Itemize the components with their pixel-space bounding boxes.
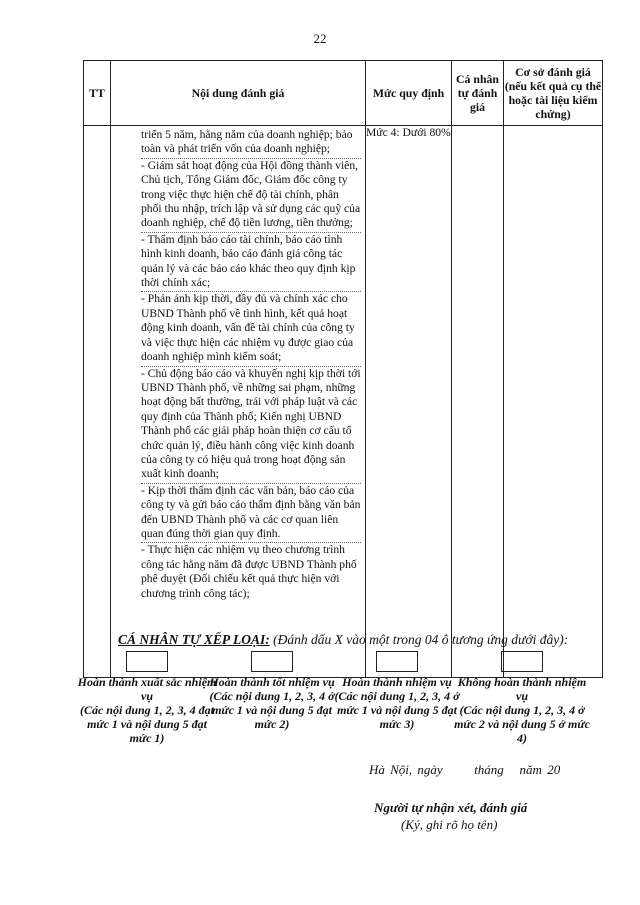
level-cell: Mức 4: Dưới 80% (366, 126, 452, 678)
rating-title-instruction: (Đánh dấu X vào một trong 04 ô tương ứng dưới đây): (269, 632, 569, 647)
header-basis: Cơ sở đánh giá (nếu kết quả cụ thể hoặc tài liệu kiểm chứng) (504, 61, 603, 126)
rating-options (77, 651, 590, 761)
content-item: - Thực hiện các nhiệm vụ theo chương trình công tác hằng năm đã được UBND Thành phố phê duyệt (Đối chiếu kết quả thực hiện với chương trình công tác); (141, 543, 357, 600)
option-description: (Các nội dung 1, 2, 3, 4 ở mức 2 và nội dung 5 ở mức 4) (454, 703, 590, 745)
checkbox-not-completed[interactable] (501, 651, 543, 672)
table-row (84, 126, 603, 678)
rating-option-not-completed (452, 651, 592, 745)
checkbox-good[interactable] (251, 651, 293, 672)
rating-option-excellent (77, 651, 217, 745)
content-item: - Chủ động báo cáo và khuyến nghị kịp thời tới UBND Thành phố, về những sai phạm, những hoạt động bất thường, trái với pháp luật và các quy định của Thành phố; Kiến nghị UBND Thành phố các giải pháp hoàn thiện cơ cấu tổ chức quản lý, điều hành công việc kinh doanh của công ty có hiệu quả trong hoạt động sản xuất kinh doanh; (141, 367, 361, 484)
rating-option-completed (327, 651, 467, 731)
option-label: Không hoàn thành nhiệm vụ (457, 675, 587, 703)
option-description: (Các nội dung 1, 2, 3, 4 đạt mức 1 và nội dung 5 đạt mức 1) (79, 703, 214, 745)
content-item: - Kịp thời thẩm định các văn bản, báo cáo của công ty và gửi báo cáo thẩm định bằng văn bản đến UBND Thành phố và các cơ quan liên quan đúng thời gian quy định. (141, 484, 361, 544)
signer-note: (Ký, ghi rõ họ tên) (401, 817, 498, 832)
signer-title: Người tự nhận xét, đánh giá (374, 800, 528, 815)
evaluation-table (83, 60, 603, 678)
content-item: - Giám sát hoạt động của Hội đồng thành viên, Chủ tịch, Tổng Giám đốc, Giám đốc công ty trong việc thực hiện chế độ tài chính, phân phối thu nhập, trích lập và sử dụng các quỹ của doanh nghiệp, chế độ tiền lương, tiền thưởng; (141, 159, 361, 233)
option-label: Hoàn thành nhiệm vụ (342, 675, 452, 689)
date-line: Hà Nội, ngày tháng năm 20 (369, 762, 561, 777)
option-description: (Các nội dung 1, 2, 3, 4 ở mức 1 và nội dung 5 đạt mức 2) (209, 689, 335, 731)
option-label: Hoàn thành xuất sắc nhiệm vụ (77, 675, 217, 703)
content-item: triển 5 năm, hằng năm của doanh nghiệp; bảo toàn và phát triển vốn của doanh nghiệp; (141, 128, 361, 159)
option-label: Hoàn thành tốt nhiệm vụ (209, 675, 335, 689)
header-level: Mức quy định (366, 61, 452, 126)
header-content: Nội dung đánh giá (111, 61, 366, 126)
content-item: - Thẩm định báo cáo tài chính, báo cáo tình hình kinh doanh, báo cáo đánh giá công tác quản lý và các báo cáo khác theo quy định kịp thời chính xác; (141, 233, 361, 293)
option-description: (Các nội dung 1, 2, 3, 4 ở mức 1 và nội dung 5 đạt mức 3) (334, 689, 460, 731)
rating-title (118, 632, 568, 648)
table-header-row (84, 61, 603, 126)
self-assessment-cell[interactable] (452, 126, 504, 678)
rating-option-good (202, 651, 342, 731)
checkbox-excellent[interactable] (126, 651, 168, 672)
header-self-assessment: Cá nhân tự đánh giá (452, 61, 504, 126)
checkbox-completed[interactable] (376, 651, 418, 672)
rating-title-bold: CÁ NHÂN TỰ XẾP LOẠI: (118, 632, 270, 647)
content-cell (111, 126, 366, 678)
tt-cell (84, 126, 111, 678)
page-number: 22 (313, 31, 327, 46)
content-item: - Phản ánh kịp thời, đầy đủ và chính xác cho UBND Thành phố về tình hình, kết quả hoạt động kinh doanh, vấn đề tài chính của công ty và việc thực hiện các nhiệm vụ được giao của doanh nghiệp mình kiểm soát; (141, 292, 361, 366)
header-tt: TT (84, 61, 111, 126)
basis-cell[interactable] (504, 126, 603, 678)
